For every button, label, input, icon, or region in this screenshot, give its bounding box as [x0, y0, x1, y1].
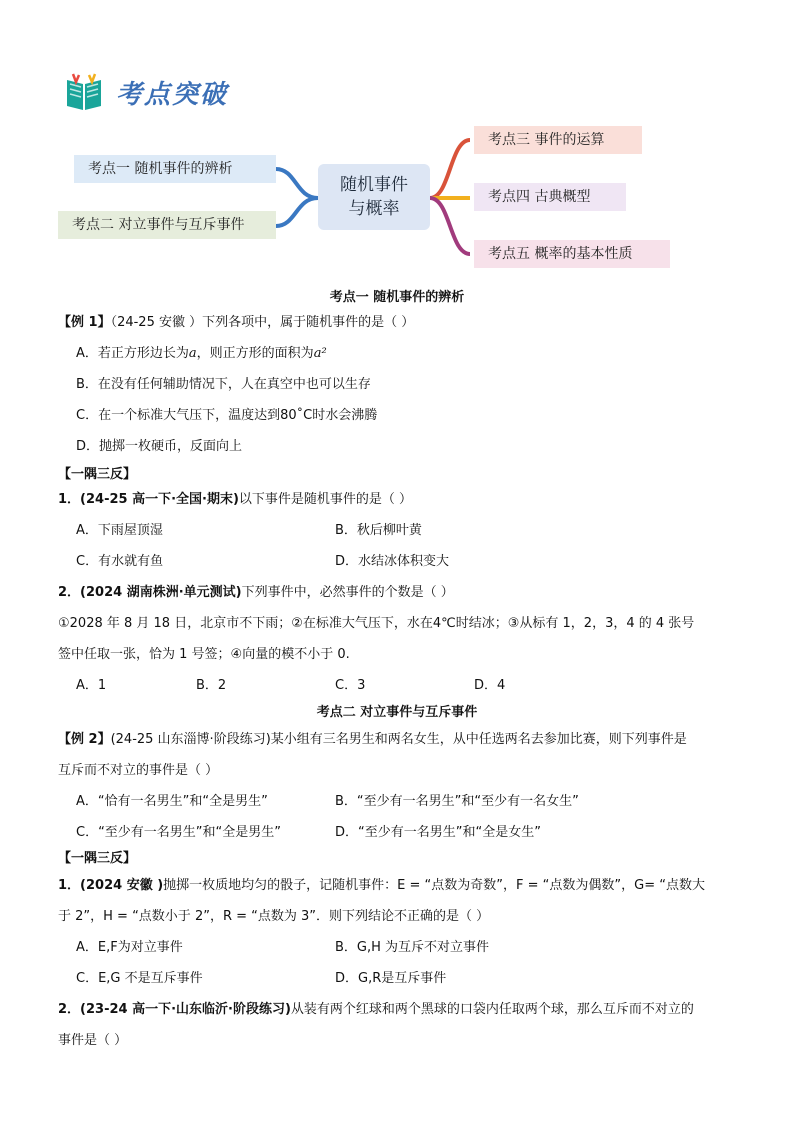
option-b: B．在没有任何辅助情况下，人在真空中也可以生存	[76, 377, 371, 392]
option-c: C．在一个标准大气压下，温度达到80˚C时水会沸腾	[76, 408, 378, 423]
question-2-stem	[58, 1000, 694, 1020]
option-d: D．G,R是互斥事件	[335, 971, 447, 986]
mindmap-center-line1: 随机事件	[340, 175, 408, 195]
option-c: C．3	[335, 678, 366, 693]
question-1-stem	[58, 490, 412, 510]
example-1-stem	[58, 313, 414, 333]
stem: 下列各项中，属于随机事件的是（ ）	[202, 315, 415, 330]
question-1-line-2: 于 2”，H = “点数小于 2”，R = “点数为 3”．则下列结论不正确的是（ ）	[58, 909, 490, 924]
example-2-stem	[58, 730, 687, 750]
question-2-line-1: ①2028 年 8 月 18 日，北京市不下雨；②在标准大气压下，水在4℃时结冰；③从标有 1，2，3，4 的 4 张号	[58, 616, 695, 631]
example-label: 【例 1】	[58, 315, 111, 330]
stem: 下列事件中，必然事件的个数是（ ）	[241, 585, 454, 600]
section-2-title: 考点二 对立事件与互斥事件	[316, 705, 478, 720]
source: （24-25 安徽 ）	[110, 315, 203, 330]
option-a: A．1	[76, 678, 107, 693]
option-d: D．水结冰体积变大	[335, 554, 450, 569]
option-c: C．E,G 不是互斥事件	[76, 971, 203, 986]
question-2-line-2: 事件是（ ）	[58, 1033, 128, 1048]
question-source: 1．(2024 安徽 )	[58, 878, 164, 893]
stem: 某小组有三名男生和两名女生，从中任选两名去参加比赛，则下列事件是	[270, 732, 687, 747]
question-2-stem	[58, 583, 454, 603]
question-2-line-2: 签中任取一张，恰为 1 号签；④向量的模不小于 0.	[58, 647, 350, 662]
stem: 抛掷一枚质地均匀的骰子，记随机事件：E = “点数为奇数”，F = “点数为偶数”，G= “点数大	[163, 878, 705, 893]
section-1-title: 考点一 随机事件的辨析	[329, 290, 465, 305]
option-b: B．秋后柳叶黄	[335, 523, 422, 538]
option-b: B．“至少有一名男生”和“至少有一名女生”	[335, 794, 579, 809]
var-a: a	[188, 346, 197, 361]
option-b: B．2	[196, 678, 227, 693]
question-source: 2．(2024 湖南株洲·单元测试)	[58, 585, 242, 600]
option-d: D．“至少有一名男生”和“全是女生”	[335, 825, 541, 840]
option-b: B．G,H 为互斥不对立事件	[335, 940, 490, 955]
mindmap-node-2: 考点二 对立事件与互斥事件	[58, 211, 276, 239]
option-a	[76, 344, 327, 364]
example-2-line-2: 互斥而不对立的事件是（ ）	[58, 763, 219, 778]
mindmap-node-1: 考点一 随机事件的辨析	[74, 155, 276, 183]
book-icon	[64, 72, 104, 112]
var-a-squared: a²	[313, 346, 327, 361]
option-a: A．下雨屋顶湿	[76, 523, 163, 538]
option-c: C．有水就有鱼	[76, 554, 164, 569]
mindmap-node-3: 考点三 事件的运算	[474, 126, 642, 154]
mindmap-node-4: 考点四 古典概型	[474, 183, 626, 211]
option-a-mid: ，则正方形的面积为	[196, 346, 314, 361]
question-source: 1．(24-25 高一下·全国·期末)	[58, 492, 239, 507]
page-title: 考点突破	[116, 80, 229, 110]
question-source: 2．(23-24 高一下·山东临沂·阶段练习)	[58, 1002, 291, 1017]
source: (24-25 山东淄博·阶段练习)	[110, 732, 271, 747]
mindmap-node-5: 考点五 概率的基本性质	[474, 240, 670, 268]
option-a: A．E,F为对立事件	[76, 940, 183, 955]
option-a: A．“恰有一名男生”和“全是男生”	[76, 794, 268, 809]
yiyusanfan-label: 【一隅三反】	[58, 851, 137, 866]
yiyusanfan-label: 【一隅三反】	[58, 467, 137, 482]
mindmap-center	[318, 164, 430, 230]
stem: 从装有两个红球和两个黑球的口袋内任取两个球，那么互斥而不对立的	[290, 1002, 694, 1017]
question-1-stem	[58, 876, 705, 896]
option-a-text: A．若正方形边长为	[76, 346, 189, 361]
option-d: D．抛掷一枚硬币，反面向上	[76, 439, 243, 454]
example-label: 【例 2】	[58, 732, 111, 747]
option-c: C．“至少有一名男生”和“全是男生”	[76, 825, 282, 840]
mindmap-center-line2: 与概率	[348, 199, 400, 219]
stem: 以下事件是随机事件的是（ ）	[238, 492, 413, 507]
option-d: D．4	[474, 678, 506, 693]
